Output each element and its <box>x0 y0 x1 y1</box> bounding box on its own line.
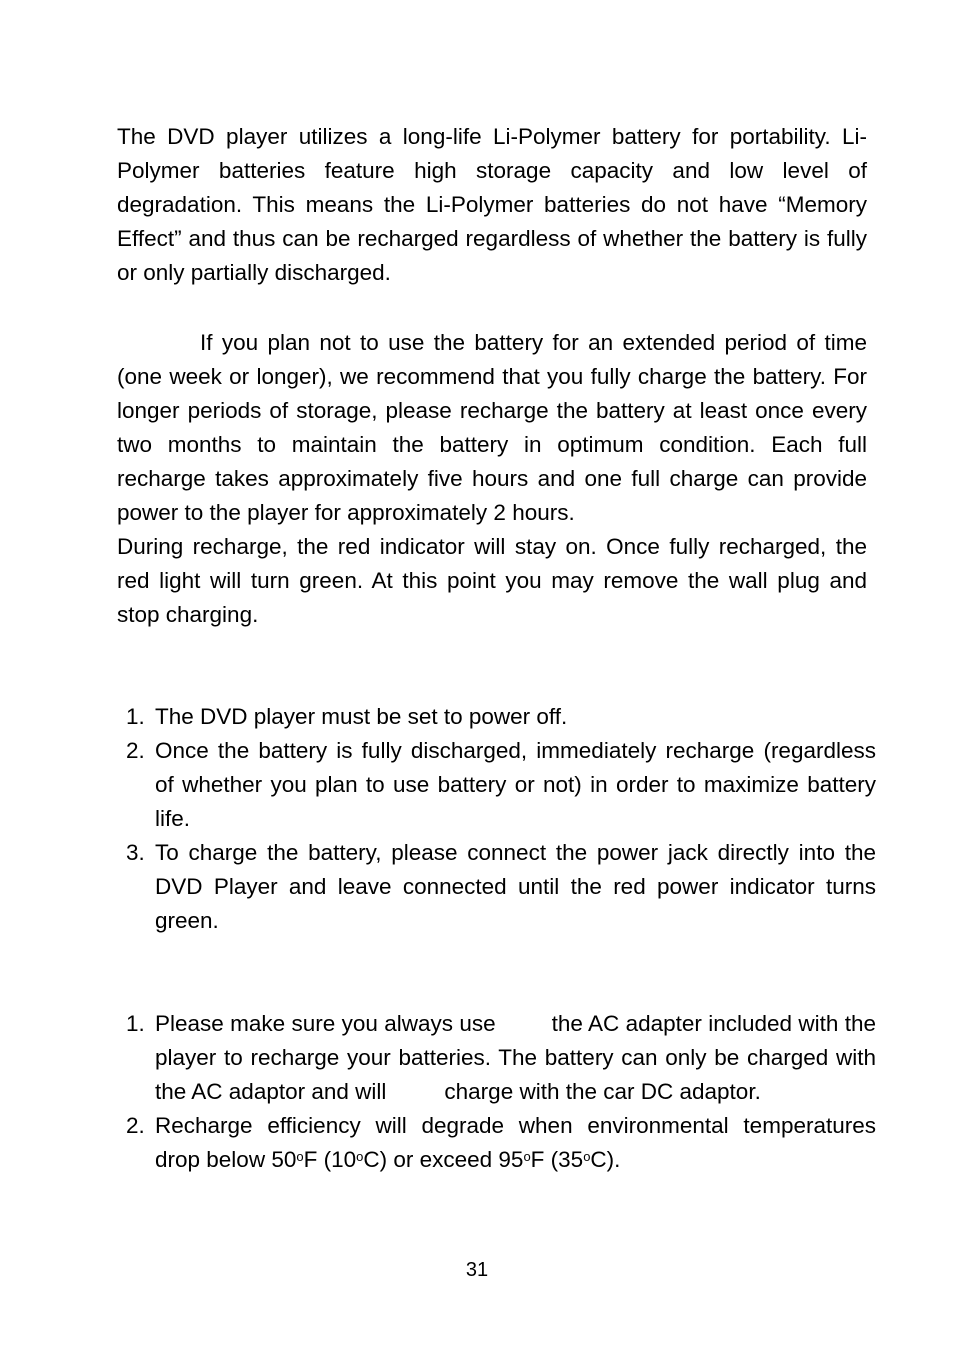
list-item-text: The DVD player must be set to power off. <box>155 704 568 729</box>
temperature-text: F (35 <box>530 1147 584 1172</box>
temperature-text: C) or exceed 95 <box>363 1147 524 1172</box>
temperature-text: F (10 <box>303 1147 357 1172</box>
degree-symbol: o <box>583 1149 591 1164</box>
caution-text-c: charge with the car DC adaptor. <box>444 1079 761 1104</box>
list-number: 2. <box>126 738 145 763</box>
caution-text-a: Please make sure you always use <box>155 1011 496 1036</box>
list-item <box>126 1007 876 1109</box>
list-item-text: Once the battery is fully discharged, immediately recharge (regardless of whether you plan to use battery or not) in order to maximize battery life. <box>155 738 876 831</box>
list-item-text: To charge the battery, please connect the power jack directly into the DVD Player and leave connected until the red power indicator turns green. <box>155 840 876 933</box>
storage-paragraph: If you plan not to use the battery for an extended period of time (one week or longer), we recommend that you fully charge the battery. For longer periods of storage, please recharge the battery at least once every two months to maintain the battery in optimum condition. Each full recharge takes approximately five hours and one full charge can provide power to the player for approximately 2 hours. <box>117 330 867 525</box>
caution-list <box>126 1007 876 1177</box>
degree-symbol: o <box>356 1149 364 1164</box>
list-number: 1. <box>126 704 145 729</box>
page-number: 31 <box>465 1259 489 1281</box>
recharge-paragraph: During recharge, the red indicator will stay on. Once fully recharged, the red light will turn green. At this point you may remove the wall plug and stop charging. <box>117 534 867 627</box>
charging-steps-list <box>126 700 876 938</box>
caution-text-b: the AC adapter included with the player to recharge your batteries. The battery can only be charged with the AC adaptor and will <box>155 1011 877 1104</box>
intro-text: The DVD player utilizes a long-life Li-Polymer battery for portability. Li-Polymer batteries feature high storage capacity and low level of degradation. This means the Li-Polymer batteries do not have “Memory Effect” and thus can be recharged regardless of whether the battery is fully or only partially discharged. <box>117 124 867 285</box>
list-item <box>126 1109 876 1177</box>
list-number: 2. <box>126 1113 145 1138</box>
temperature-text: C). <box>590 1147 621 1172</box>
degree-symbol: o <box>523 1149 531 1164</box>
intro-paragraph <box>117 120 867 290</box>
storage-section <box>117 326 867 632</box>
list-number: 3. <box>126 840 145 865</box>
list-item <box>126 734 876 836</box>
list-item <box>126 700 876 734</box>
caution-text-a: Recharge efficiency will degrade when environmental temperatures drop below 50 <box>155 1113 876 1172</box>
degree-symbol: o <box>296 1149 304 1164</box>
list-number: 1. <box>126 1011 145 1036</box>
list-item <box>126 836 876 938</box>
